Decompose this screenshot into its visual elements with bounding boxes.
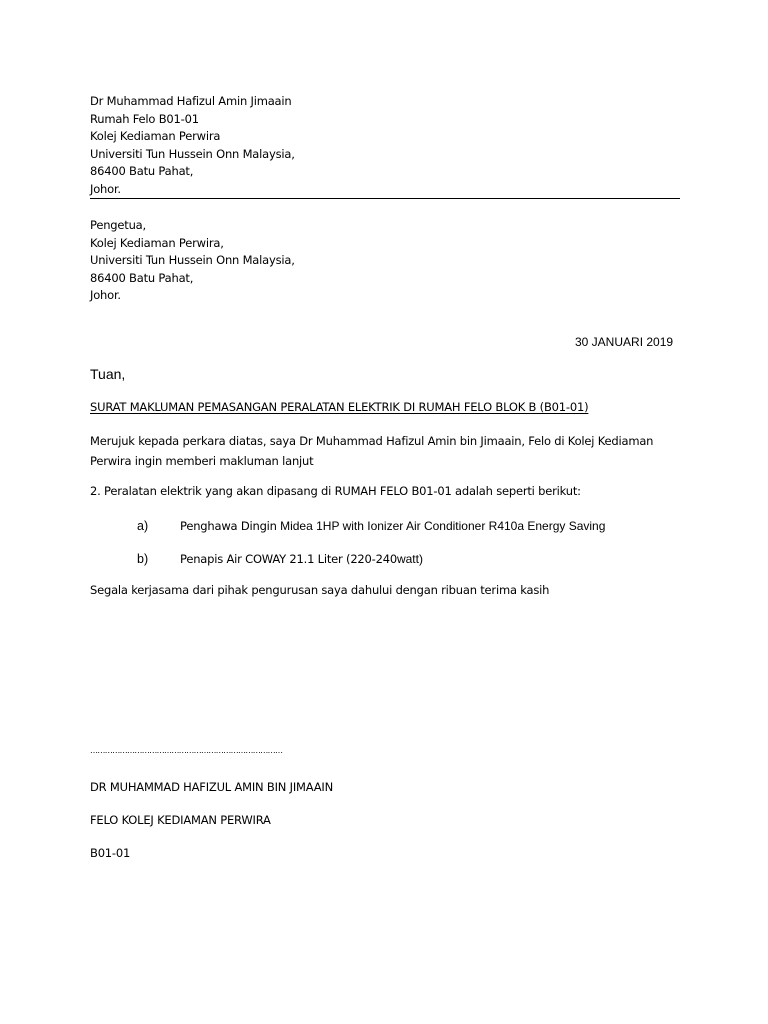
paragraph-2: 2. Peralatan elektrik yang akan dipasang di RUMAH FELO B01-01 adalah seperti berikut: xyxy=(90,484,581,498)
list-item-label: a) xyxy=(137,519,149,533)
paragraph-line: Merujuk kepada perkara diatas, saya Dr Muhammad Hafizul Amin bin Jimaain, Felo di Kolej Kediaman xyxy=(90,434,654,448)
signature-dots: …………………………………………………………………… xyxy=(90,746,283,755)
sender-address xyxy=(90,93,295,198)
salutation: Tuan, xyxy=(90,366,126,382)
sender-line: Universiti Tun Hussein Onn Malaysia, xyxy=(90,146,295,161)
list-item-text-detail: Midea 1HP with Ionizer Air Conditioner R410a Energy Saving xyxy=(276,519,606,533)
sender-line: Kolej Kediaman Perwira xyxy=(90,129,221,143)
sender-line: Dr Muhammad Hafizul Amin Jimaain xyxy=(90,94,292,108)
paragraph-1 xyxy=(90,431,653,471)
list-item-text: Penghawa Dingin xyxy=(180,519,277,533)
recipient-line: 86400 Batu Pahat, xyxy=(90,270,194,285)
recipient-line: Pengetua, xyxy=(90,218,146,232)
sender-line: Johor. xyxy=(90,181,121,196)
signatory-name: DR MUHAMMAD HAFIZUL AMIN BIN JIMAAIN xyxy=(90,780,333,794)
recipient-address xyxy=(90,217,295,305)
signatory-unit: B01-01 xyxy=(90,846,131,860)
list-item xyxy=(137,548,423,567)
header-divider xyxy=(90,198,680,199)
letter-subject: SURAT MAKLUMAN PEMASANGAN PERALATAN ELEKTRIK DI RUMAH FELO BLOK B (B01-01) xyxy=(90,400,589,414)
signatory-title: FELO KOLEJ KEDIAMAN PERWIRA xyxy=(90,813,271,827)
paragraph-line: Perwira ingin memberi makluman lanjut xyxy=(90,454,314,468)
recipient-line: Universiti Tun Hussein Onn Malaysia, xyxy=(90,253,295,267)
closing-remark: Segala kerjasama dari pihak pengurusan saya dahului dengan ribuan terima kasih xyxy=(90,583,550,597)
letter-date: 30 JANUARI 2019 xyxy=(575,335,674,349)
list-item xyxy=(137,515,605,534)
list-item-text: Penapis Air COWAY 21.1 Liter (220-240 xyxy=(180,552,397,566)
recipient-line: Johor. xyxy=(90,288,121,302)
list-item-label: b) xyxy=(137,552,149,566)
list-item-text-detail: watt) xyxy=(396,552,423,566)
sender-line: Rumah Felo B01-01 xyxy=(90,111,199,126)
recipient-line: Kolej Kediaman Perwira, xyxy=(90,235,224,250)
sender-line: 86400 Batu Pahat, xyxy=(90,164,194,178)
